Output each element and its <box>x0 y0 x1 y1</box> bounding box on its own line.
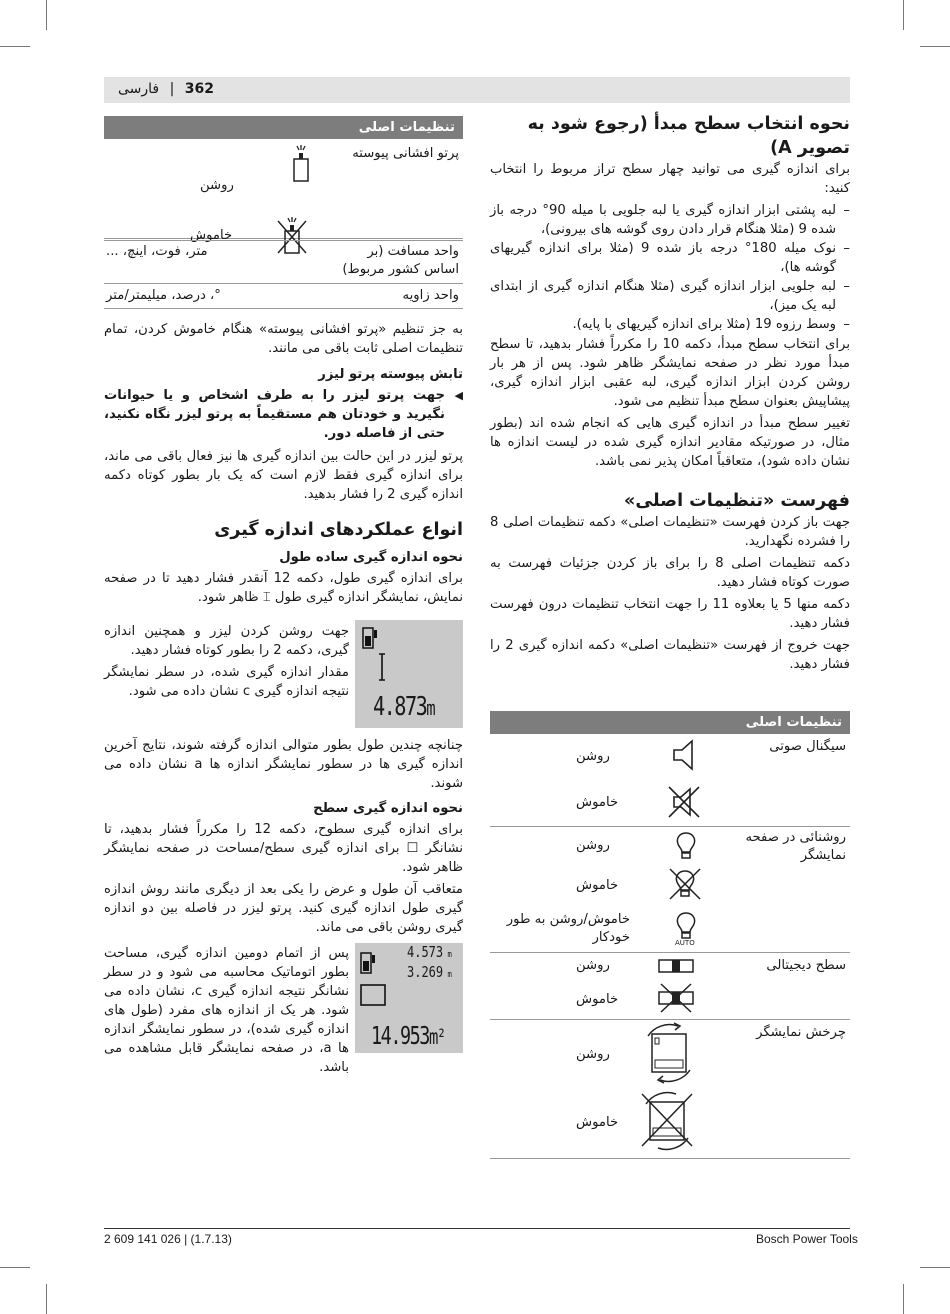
row-label: چرخش نمایشگر <box>756 1025 846 1040</box>
crop-mark <box>46 0 47 30</box>
length-para: مقدار اندازه گیری شده، در سطر نمایشگر نتیجه اندازه گیری c نشان داده می شود. <box>104 665 349 699</box>
rotate-display-icon <box>638 1022 700 1088</box>
right-column <box>490 112 850 677</box>
row-label: واحد زاویه <box>402 288 459 303</box>
page-header <box>104 77 850 103</box>
basic-settings-menu-title: فهرست «تنظیمات اصلی» <box>624 491 850 511</box>
settings-note: به جز تنظیم «پرتو افشانی پیوسته» هنگام خاموش کردن، تمام تنظیمات اصلی ثابت باقی می مانند. <box>104 322 463 356</box>
length-para: چنانچه چندین طول بطور متوالی اندازه گرفته شوند، نتایج آخرین اندازه گیری ها در سطور نمایشگر اندازه ها a نشان داده می شوند. <box>104 738 463 791</box>
left-text-block <box>104 320 463 610</box>
option-on: روشن <box>576 1047 610 1062</box>
language-label: فارسی <box>118 81 160 97</box>
area-title: نحوه اندازه گیری سطح <box>313 801 463 816</box>
reference-para: برای انتخاب سطح مبدأ، دکمه 10 را مکرراً فشار بدهید، تا سطح مبدأ مورد نظر در صفحه نمایشگر ظاهر شود. پس از هر بار روشن کردن ابزار اندازه گیری، لبه عقبی ابزار اندازه گیری، پیشاپیش بعنوان سطح مبدأ تنظیم می شود. <box>490 337 850 409</box>
length-title: نحوه اندازه گیری ساده طول <box>279 550 463 565</box>
option-off: خاموش <box>576 795 619 810</box>
area-text-block <box>104 736 463 940</box>
footer-doc-number: 2 609 141 026 | (1.7.13) <box>104 1232 232 1246</box>
option-on: روشن <box>576 838 610 853</box>
page-number: 362 <box>184 81 214 97</box>
option-off: خاموش <box>576 878 619 893</box>
settings-table-right <box>490 711 850 1159</box>
laser-para: پرتو لیزر در این حالت بین اندازه گیری ها نیز فعال باقی می ماند، برای اندازه گیری فقط لازم است که یک بار بطور کوتاه دکمه اندازه گیری 2 را فشار بدهید. <box>104 449 463 502</box>
table-row <box>104 284 463 309</box>
row-label: پرتو افشانی پیوسته <box>352 146 459 161</box>
crop-mark <box>903 0 904 30</box>
option-on: روشن <box>200 178 234 193</box>
crop-mark <box>903 1284 904 1314</box>
row-label: روشنائی در صفحه نمایشگر <box>745 830 846 863</box>
area-para: برای اندازه گیری سطوح، دکمه 12 را مکرراً فشار بدهید، تا نشانگر ☐ برای اندازه گیری سطح/مساحت در صفحه نمایشگر ظاهر شود. <box>104 822 463 875</box>
area-result: 14.953m² <box>371 1021 445 1050</box>
table-row <box>490 734 850 827</box>
area-line-2: 3.269 m <box>407 963 452 981</box>
option-off: خاموش <box>576 992 619 1007</box>
laser-section-title: تابش پیوسته پرتو لیزر <box>318 367 463 382</box>
row-label: سطح دیجیتالی <box>766 958 846 973</box>
area-para: متعاقب آن طول و عرض را یکی بعد از دیگری مانند روش اندازه گیری طول اندازه گیری کنید. پرتو لیزر در فاصله بین دو اندازه گیری روشن باقی می ماند. <box>104 882 463 935</box>
laser-warning: ◀ جهت پرتو لیزر را به طرف اشخاص و یا حیوانات نگیرید و خودتان هم مستقیماً به پرتو لیزر نگاه نکنید، حتی از فاصله دور. <box>104 386 463 443</box>
row-value: متر، فوت، اینچ، ... <box>106 244 208 259</box>
table-row <box>104 139 463 243</box>
row-label: واحد مسافت (بر اساس کشور مربوط) <box>342 244 459 277</box>
row-value: °، درصد، میلیمتر/متر <box>106 288 221 303</box>
table-row <box>490 953 850 1020</box>
table-row <box>490 1020 850 1159</box>
footer-brand: Bosch Power Tools <box>756 1232 858 1246</box>
list-item: – لبه پشتی ابزار اندازه گیری یا لبه جلویی با میله 90° درجه باز شده 9 (مثلا هنگام قرار دادن روی گوشه های بیرونی)، <box>490 201 836 239</box>
length-para: جهت روشن کردن لیزر و همچنین اندازه گیری، دکمه 2 را بطور کوتاه فشار دهید. <box>104 624 349 658</box>
menu-para: دکمه تنظیمات اصلی 8 را برای باز کردن جزئیات فهرست به صورت کوتاه فشار دهید. <box>490 556 850 590</box>
table-header: تنظیمات اصلی <box>104 116 463 139</box>
page-number-label: 362 | فارسی <box>118 81 214 97</box>
laser-icon <box>290 143 312 187</box>
settings-table-left-units <box>104 240 463 309</box>
reference-para: تغییر سطح مبدأ در اندازه گیری هایی که انجام شده اند (بطور مثال، در صورتیکه مقادیر اندازه گیری شده در لیست اندازه ها نشان داده شود)، متعاقباً امکان پذیر نمی باشد. <box>490 416 850 469</box>
area-display <box>355 943 463 1053</box>
list-item: – نوک میله 180° درجه باز شده 9 (مثلا برای اندازه گیریهای گوشه ها)، <box>490 239 836 277</box>
area-side-text <box>104 944 349 1080</box>
footer-divider <box>104 1228 850 1229</box>
area-line-1: 4.573 m <box>407 943 452 961</box>
level-icon <box>658 959 694 977</box>
speaker-off-icon <box>666 784 702 824</box>
table-row <box>104 240 463 284</box>
list-item: – وسط رزوه 19 (مثلا برای اندازه گیریهای با پایه). <box>490 315 836 334</box>
reference-surface-title: نحوه انتخاب سطح مبدأ (رجوع شود به تصویر A) <box>527 114 850 158</box>
table-header: تنظیمات اصلی <box>490 711 850 734</box>
crop-mark <box>920 46 950 47</box>
row-label: سیگنال صوتی <box>769 739 846 754</box>
level-off-icon <box>658 983 694 1017</box>
length-value: 4.873m <box>373 692 435 722</box>
crop-mark <box>46 1284 47 1314</box>
reference-intro: برای اندازه گیری می توانید چهار سطح تراز مربوط را انتخاب کنید: <box>490 162 850 196</box>
menu-para: جهت خروج از فهرست «تنظیمات اصلی» دکمه اندازه گیری 2 را فشار دهید. <box>490 638 850 672</box>
crop-mark <box>0 46 30 47</box>
rotate-display-off-icon <box>636 1088 698 1156</box>
option-off: خاموش <box>576 1115 619 1130</box>
bulb-off-icon <box>667 867 703 905</box>
speaker-icon <box>670 738 700 776</box>
option-auto: خاموش/روشن به طور خودکار <box>506 912 630 945</box>
bulb-icon <box>673 831 699 865</box>
option-on: روشن <box>576 958 610 973</box>
table-row <box>490 827 850 953</box>
auto-tag: AUTO <box>675 939 695 947</box>
length-side-text <box>104 622 349 704</box>
menu-para: دکمه منها 5 یا بعلاوه 11 را جهت انتخاب تنظیمات درون فهرست فشار دهید. <box>490 597 850 631</box>
crop-mark <box>0 1267 30 1268</box>
functions-title: انواع عملکردهای اندازه گیری <box>214 520 463 540</box>
option-off: خاموش <box>190 228 233 243</box>
area-para: پس از اتمام دومین اندازه گیری، مساحت بطور اتوماتیک محاسبه می شود و در سطر نشانگر نتیجه اندازه گیری c، نشان داده می شود. هر یک از اندازه های مفرد (طول های اندازه گیری شده)، در سطور نمایشگر اندازه ها a، در صفحه نمایشگر قابل مشاهده می باشد. <box>104 946 350 1075</box>
menu-para: جهت باز کردن فهرست «تنظیمات اصلی» دکمه تنظیمات اصلی 8 را فشرده نگهدارید. <box>490 515 850 549</box>
length-display <box>355 620 463 728</box>
bulb-auto-icon <box>673 911 699 953</box>
settings-table-left <box>104 116 463 243</box>
reference-list <box>490 201 850 334</box>
list-item: – لبه جلویی ابزار اندازه گیری (مثلا هنگام اندازه گیری از ابتدای لبه یک میز)، <box>490 277 836 315</box>
crop-mark <box>920 1267 950 1268</box>
option-on: روشن <box>576 749 610 764</box>
length-para: برای اندازه گیری طول، دکمه 12 آنقدر فشار دهید تا در صفحه نمایش، نمایشگر اندازه گیری طول ⌶ ظاهر شود. <box>104 571 463 605</box>
